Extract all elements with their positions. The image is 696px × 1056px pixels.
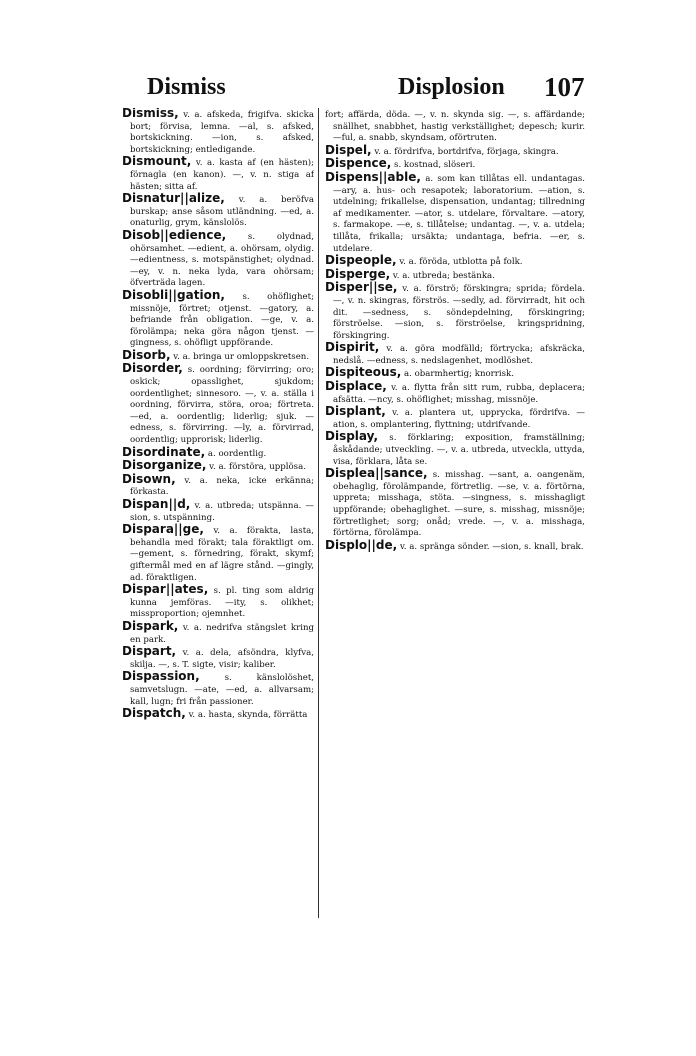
dictionary-entry bbox=[325, 431, 585, 468]
entry-headword: Dispark, bbox=[122, 618, 179, 633]
left-guide-word: Dismiss bbox=[147, 74, 226, 100]
entry-definition: v. a. utbreda; bestänka. bbox=[392, 270, 495, 281]
entry-definition: a. som kan tillåtas ell. undantagas. —ary, a. hus- och resapotek; laboratorium. —ation, s. utdelning; frikallelse, dispensation, undantag; tillredning af medikamenter. —ator, s. utdelare, förvaltare. —atory, s. farmakope. —e, s. tillåtelse; undantag. —, v. a. utdela; tillåta, frikalla; ursäkta; undantaga, befria. —er, s. utdelare. bbox=[333, 173, 585, 254]
dictionary-entry bbox=[325, 406, 585, 431]
entry-headword: Dismount, bbox=[122, 154, 192, 169]
left-column bbox=[122, 108, 314, 928]
entry-headword: Dispeople, bbox=[325, 253, 397, 268]
dictionary-entry bbox=[122, 108, 314, 156]
entry-headword: Dispiteous, bbox=[325, 365, 402, 380]
entry-headword: Dispara||ge, bbox=[122, 522, 204, 537]
entry-headword: Disorganize, bbox=[122, 458, 207, 473]
dictionary-entry bbox=[122, 287, 314, 350]
entry-definition: s. oordning; förvirring; oro; oskick; opasslighet, sjukdom; oordentlighet; sinnesoro. —, v. a. ställa i oordning, förvirra, störa, oroa; förtreta. —ed, a. oordentlig; liderlig; sjuk. —edness, s. förvirring. —ly, a. förvirrad, oordentlig; upprorisk; liderlig. bbox=[130, 365, 314, 446]
entry-headword: Disob||edience, bbox=[122, 227, 227, 242]
dictionary-entry bbox=[122, 227, 314, 290]
entry-definition: s. känslolöshet, samvetslugn. —ate, —ed, a. allvarsam; kall, lugn; fri från passioner. bbox=[130, 673, 314, 707]
entry-definition: v. a. flytta från sitt rum, rubba, deplacera; afsätta. —ncy, s. ohöflighet; misshag, missnöje. bbox=[333, 383, 585, 405]
entry-headword: Dispassion, bbox=[122, 669, 200, 684]
entry-definition: v. a. spränga sönder. —sion, s. knall, brak. bbox=[399, 541, 584, 552]
dictionary-entry bbox=[122, 471, 314, 499]
entry-headword: Displo||de, bbox=[325, 537, 398, 552]
entry-definition: v. a. utbreda; utspänna. —sion, s. utspänning. bbox=[130, 501, 314, 523]
entry-definition: v. a. plantera ut, uppryckа, fördrifva. —ation, s. omplantering, flyttning; utdrifvande. bbox=[333, 408, 585, 430]
entry-definition: v. a. fördrifva, bortdrifva, förjaga, skingra. bbox=[374, 146, 559, 157]
dictionary-entry bbox=[122, 156, 314, 193]
entry-headword: Disnatur||alize, bbox=[122, 191, 225, 206]
entry-definition: v. a. hasta, skynda, förrätta bbox=[188, 710, 308, 721]
entry-headword: Dispar||ates, bbox=[122, 582, 209, 597]
dictionary-entry bbox=[325, 282, 585, 342]
dictionary-entry bbox=[325, 537, 585, 554]
entry-headword: Displea||sance, bbox=[325, 466, 428, 481]
right-guide-word: Displosion bbox=[398, 74, 505, 100]
entry-definition: s. pl. ting som aldrig kunna jemföras. —ity, s. olikhet; missproportion; ojemnhet. bbox=[130, 586, 314, 620]
entry-headword: Dispan||d, bbox=[122, 497, 191, 511]
page-number: 107 bbox=[544, 72, 585, 102]
entry-headword: Dispatch, bbox=[122, 706, 186, 721]
dictionary-entry bbox=[325, 381, 585, 406]
entry-headword: Dispart, bbox=[122, 644, 177, 659]
entry-headword: Display, bbox=[325, 429, 379, 444]
dictionary-entry bbox=[122, 363, 314, 446]
page-header bbox=[0, 0, 696, 100]
entry-definition: v. a. förödа, utblotta på folk. bbox=[399, 257, 523, 268]
dictionary-entry bbox=[122, 193, 314, 230]
entry-definition: v. a. afskeda, frigifva. skicka bort; förvisa, lemna. —al, s. afsked, bortskickning. —ion, s. afsked, bortskickning; entledigande. bbox=[130, 110, 314, 155]
entry-headword: Disper||se, bbox=[325, 280, 398, 295]
entry-definition: s. kostnad, slöseri. bbox=[394, 160, 476, 171]
right-column bbox=[325, 108, 585, 928]
entry-headword: Displace, bbox=[325, 379, 387, 394]
dictionary-entry bbox=[325, 342, 585, 367]
entry-definition: fort; affärda, döda. —, v. n. skynda sig. —, s. affärdande; snällhet, snabbhet, hastig verkställighet; depesch; kurir. —ful, a. snabb, skyndsam, oförtruten. bbox=[325, 110, 585, 144]
dictionary-entry bbox=[122, 584, 314, 621]
dictionary-entry bbox=[122, 524, 314, 584]
entry-headword: Dispel, bbox=[325, 142, 372, 157]
entry-headword: Displant, bbox=[325, 404, 386, 419]
entry-headword: Disown, bbox=[122, 471, 176, 486]
entry-definition: v. a. förströ; förskingra; sprida; fördela. —, v. n. skingras, förströs. —sedly, ad. förvirradt, hit och dit. —sedness, s. söndерdelning, förskingring; förströelse. —sion, s. förströelse, kringspridning, förskingring. bbox=[333, 284, 585, 341]
dictionary-entry bbox=[122, 646, 314, 671]
dictionary-entry bbox=[122, 499, 314, 524]
entry-headword: Disperge, bbox=[325, 266, 391, 281]
entry-definition: s. olydnad, ohörsamhet. —edient, a. ohörsam, olydig. —edientness, s. motspänstighet; olydnad. —ey, v. n. neka lyda, vara ohörsam; öfverträda lagen. bbox=[130, 231, 314, 289]
entry-definition: v. a. bringa ur omloppskretsen. bbox=[173, 351, 310, 362]
entry-definition: v. a. förakta, lasta, behandla med förakt; tala föraktligt om. —gement, s. förnedring, förakt, skymf; giftermål med en af lägre stånd. —gingly, ad. föraktligen. bbox=[130, 526, 314, 583]
entry-definition: s. misshag. —sant, a. oangenäm, obehaglig, förolämpande, förtretlig. —se, v. a. förtörna, uppreta; misshaga, stöta. —singness, s. misshagligt uppförande; obehaglighet. —sure, s. misshag, missnöje; förtretlighet; sorg; onåd; vrede. —, v. a. misshaga, förtörna, förolämpa. bbox=[333, 470, 585, 539]
entry-headword: Dispens||able, bbox=[325, 169, 421, 184]
entry-definition: v. a. beröfva burskap; anse såsom utländning. —ed, a. onaturlig, grym, känslolös. bbox=[130, 195, 314, 229]
entry-definition: v. a. nedrifva stängslet kring en park. bbox=[130, 622, 314, 645]
entry-definition: a. obarmhertig; knorrisk. bbox=[404, 369, 514, 380]
entry-definition: v. a. neka, icke erkänna; förkasta. bbox=[130, 475, 314, 498]
entry-headword: Dispence, bbox=[325, 156, 392, 171]
dictionary-entry bbox=[325, 108, 585, 145]
entry-definition: v. a. dela, afsöndra, klyfva, skilja. —, s. T. sigte, visir; kaliber. bbox=[130, 648, 314, 670]
entry-definition: v. a. göra modfälld; förtrycka; afskräcka, nedslå. —edness, s. nedslagenhet, modlöshet. bbox=[333, 344, 585, 366]
entry-headword: Disorb, bbox=[122, 347, 171, 362]
entry-definition: s. ohöflighet; missnöje, förtret; otjenst. —gatory, a. befriande från obligation. —ge, v. a. förolämpa; neka göra någon tjenst. —gingness, s. ohöfligt uppförande. bbox=[130, 291, 314, 349]
dictionary-entry bbox=[325, 169, 585, 255]
entry-headword: Disobli||gation, bbox=[122, 287, 225, 302]
entry-headword: Disordinate, bbox=[122, 444, 206, 459]
dictionary-entry bbox=[122, 618, 314, 646]
dictionary-entry bbox=[122, 671, 314, 708]
entry-headword: Dispirit, bbox=[325, 340, 380, 355]
entry-definition: v. a. förstöra, upplösa. bbox=[209, 462, 306, 473]
dictionary-entry bbox=[325, 468, 585, 540]
entry-definition: a. oordentlig. bbox=[207, 448, 267, 459]
entry-headword: Disorder, bbox=[122, 361, 183, 376]
entry-headword: Dismiss, bbox=[122, 108, 179, 120]
entry-definition: s. förklaring; exposition, framställning; åskådande; utveckling. —, v. a. utbreda, utveckla, uttyda, visa, förklara, låta se. bbox=[333, 433, 585, 467]
column-divider bbox=[318, 108, 319, 918]
entry-definition: v. a. kasta af (en hästen); förnagla (en kanon). —, v. n. stiga af hästen; sitta af. bbox=[130, 158, 314, 192]
dictionary-entry bbox=[122, 708, 314, 722]
